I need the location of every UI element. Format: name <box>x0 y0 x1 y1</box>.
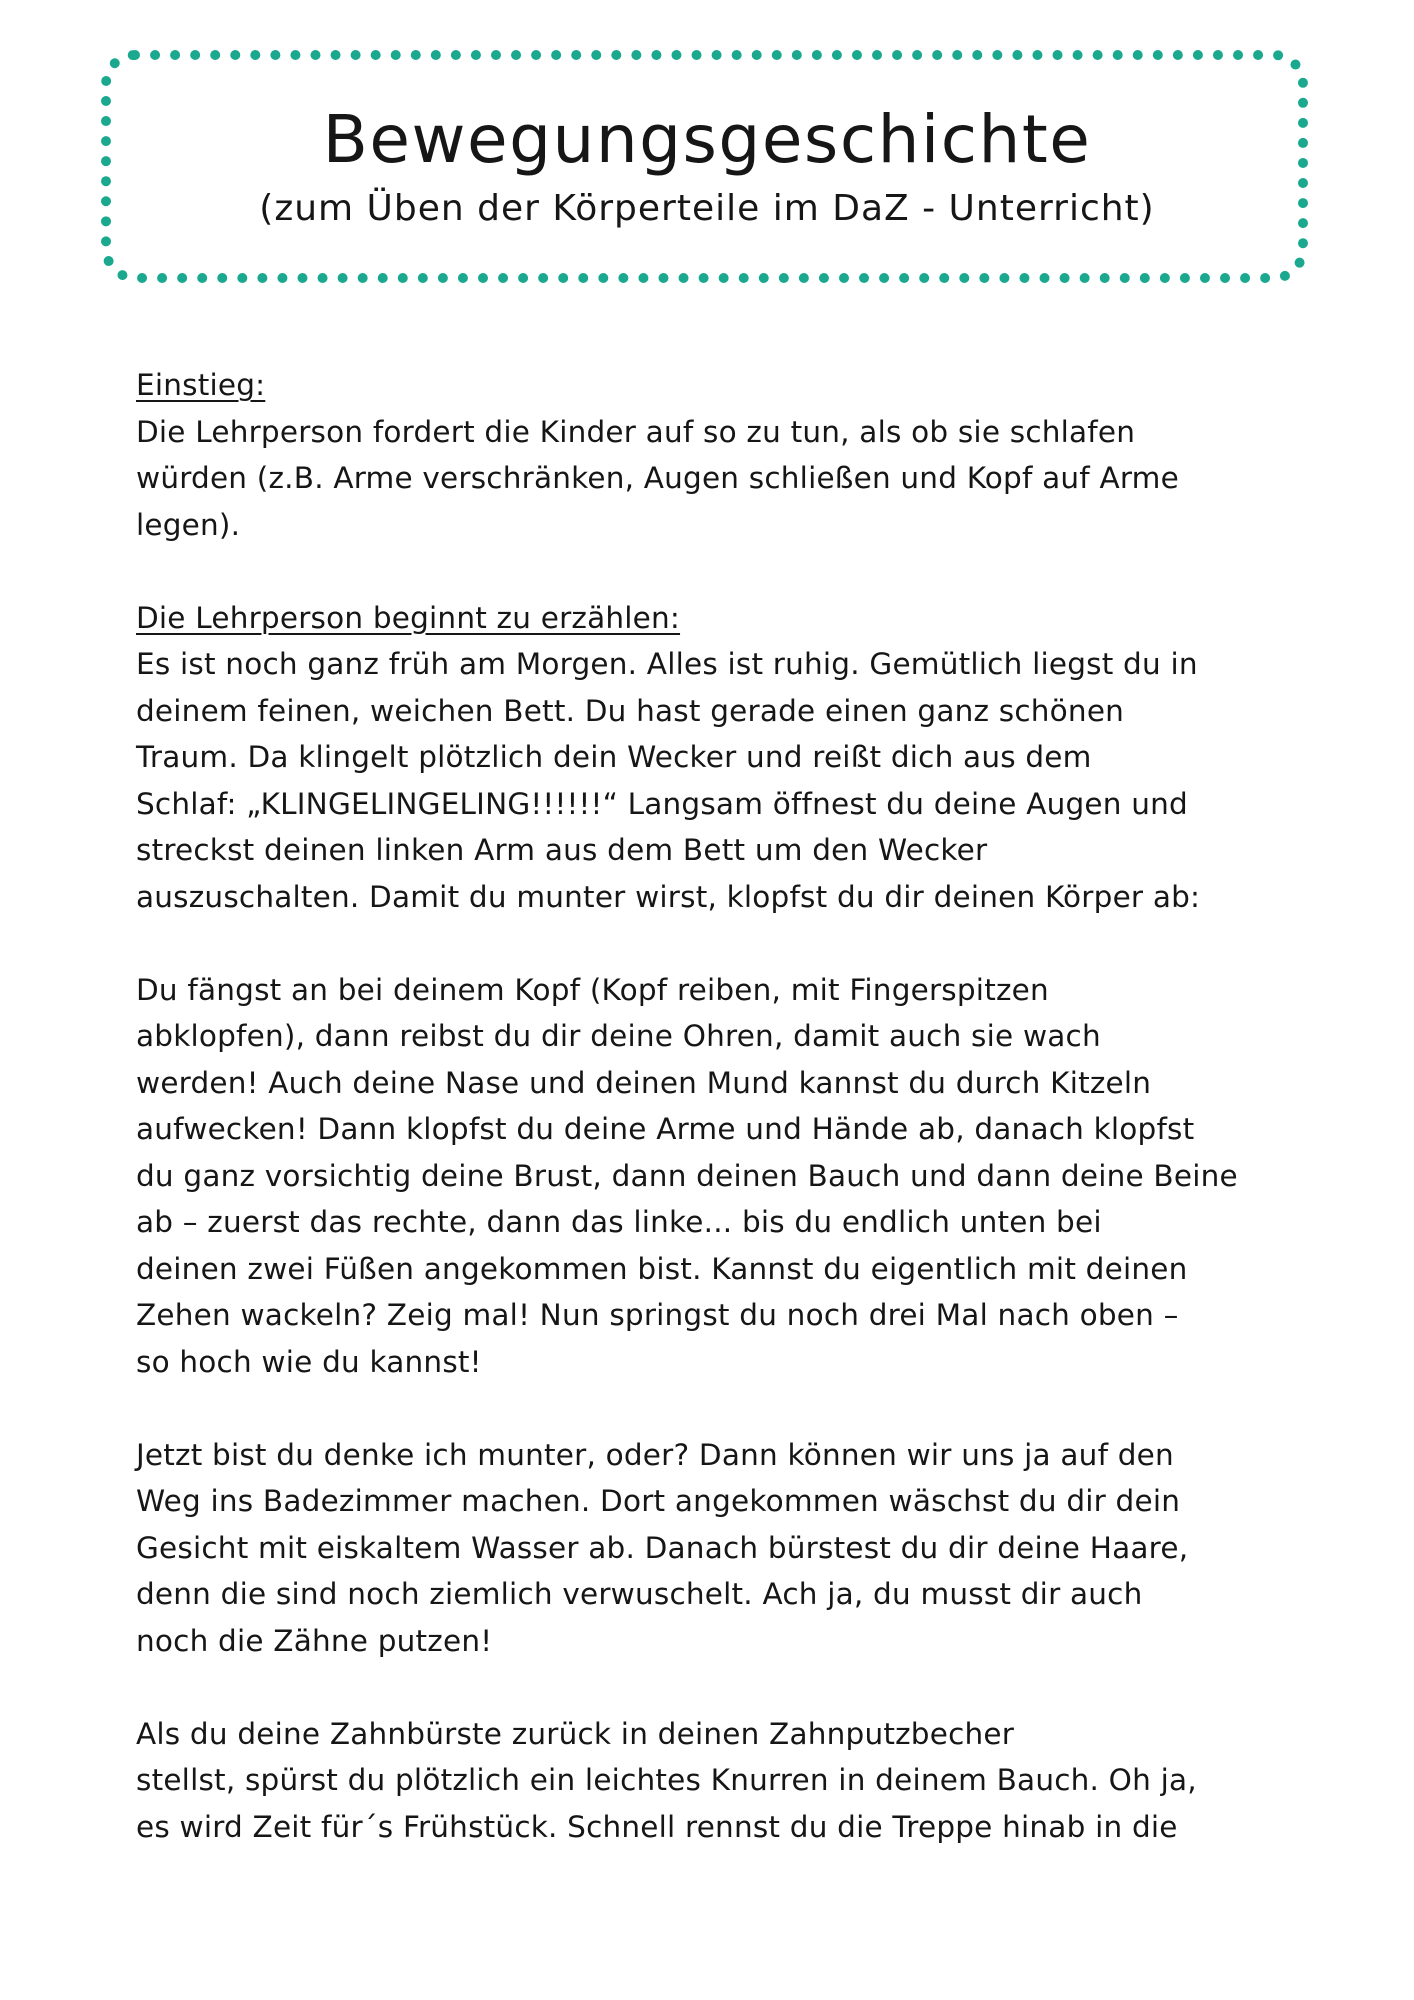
story-heading-text: Die Lehrperson beginnt zu erzählen: <box>136 600 681 635</box>
text-line: Du fängst an bei deinem Kopf (Kopf reiben, mit Fingerspitzen <box>136 972 1049 1007</box>
text-line: ab – zuerst das rechte, dann das linke... bis du endlich unten bei <box>136 1205 1102 1239</box>
text-line: Zehen wackeln? Zeig mal! Nun springst du noch drei Mal nach oben – <box>136 1298 1179 1332</box>
text-line: Schlaf: „KLINGELINGELING!!!!!!“ Langsam öffnest du deine Augen und <box>136 786 1188 821</box>
text-line: auszuschalten. Damit du munter wirst, klopfst du dir deinen Körper ab: <box>136 879 1201 914</box>
story-heading <box>136 595 1256 642</box>
text-line: legen). <box>136 507 241 542</box>
text-line: noch die Zähne putzen! <box>136 1623 493 1658</box>
intro-heading-text: Einstieg: <box>136 368 266 402</box>
document-body <box>136 362 1256 1850</box>
text-line: deinem feinen, weichen Bett. Du hast gerade einen ganz schönen <box>136 693 1125 728</box>
text-line: du ganz vorsichtig deine Brust, dann deinen Bauch und dann deine Beine <box>136 1158 1238 1193</box>
text-line: deinen zwei Füßen angekommen bist. Kannst du eigentlich mit deinen <box>136 1251 1188 1286</box>
text-line: denn die sind noch ziemlich verwuschelt. Ach ja, du musst dir auch <box>136 1577 1143 1611</box>
text-line: Es ist noch ganz früh am Morgen. Alles ist ruhig. Gemütlich liegst du in <box>136 647 1198 681</box>
intro-heading <box>136 362 1256 409</box>
text-line: abklopfen), dann reibst du dir deine Ohren, damit auch sie wach <box>136 1019 1101 1053</box>
text-line: Traum. Da klingelt plötzlich dein Wecker und reißt dich aus dem <box>136 740 1092 774</box>
text-line: so hoch wie du kannst! <box>136 1344 482 1379</box>
text-line: würden (z.B. Arme verschränken, Augen schließen und Kopf auf Arme <box>136 461 1179 495</box>
text-line: Gesicht mit eiskaltem Wasser ab. Danach bürstest du dir deine Haare, <box>136 1530 1189 1565</box>
text-line: streckst deinen linken Arm aus dem Bett um den Wecker <box>136 833 988 867</box>
document-title: Bewegungsgeschichte <box>322 101 1092 178</box>
text-line: Jetzt bist du denke ich munter, oder? Dann können wir uns ja auf den <box>136 1437 1174 1472</box>
document-subtitle: (zum Üben der Körperteile im DaZ - Unterricht) <box>259 188 1155 229</box>
intro-paragraph <box>136 409 1256 549</box>
story-paragraph-4 <box>136 1711 1256 1851</box>
text-line: es wird Zeit für´s Frühstück. Schnell rennst du die Treppe hinab in die <box>136 1809 1178 1844</box>
story-paragraph-1 <box>136 641 1256 920</box>
text-line: Weg ins Badezimmer machen. Dort angekommen wäschst du dir dein <box>136 1484 1181 1518</box>
text-line: aufwecken! Dann klopfst du deine Arme und Hände ab, danach klopfst <box>136 1112 1195 1146</box>
text-line: Die Lehrperson fordert die Kinder auf so zu tun, als ob sie schlafen <box>136 414 1136 449</box>
text-line: werden! Auch deine Nase und deinen Mund kannst du durch Kitzeln <box>136 1065 1152 1100</box>
story-paragraph-3 <box>136 1432 1256 1665</box>
text-line: stellst, spürst du plötzlich ein leichtes Knurren in deinem Bauch. Oh ja, <box>136 1763 1197 1797</box>
story-paragraph-2 <box>136 967 1256 1386</box>
text-line: Als du deine Zahnbürste zurück in deinen Zahnputzbecher <box>136 1716 1015 1751</box>
